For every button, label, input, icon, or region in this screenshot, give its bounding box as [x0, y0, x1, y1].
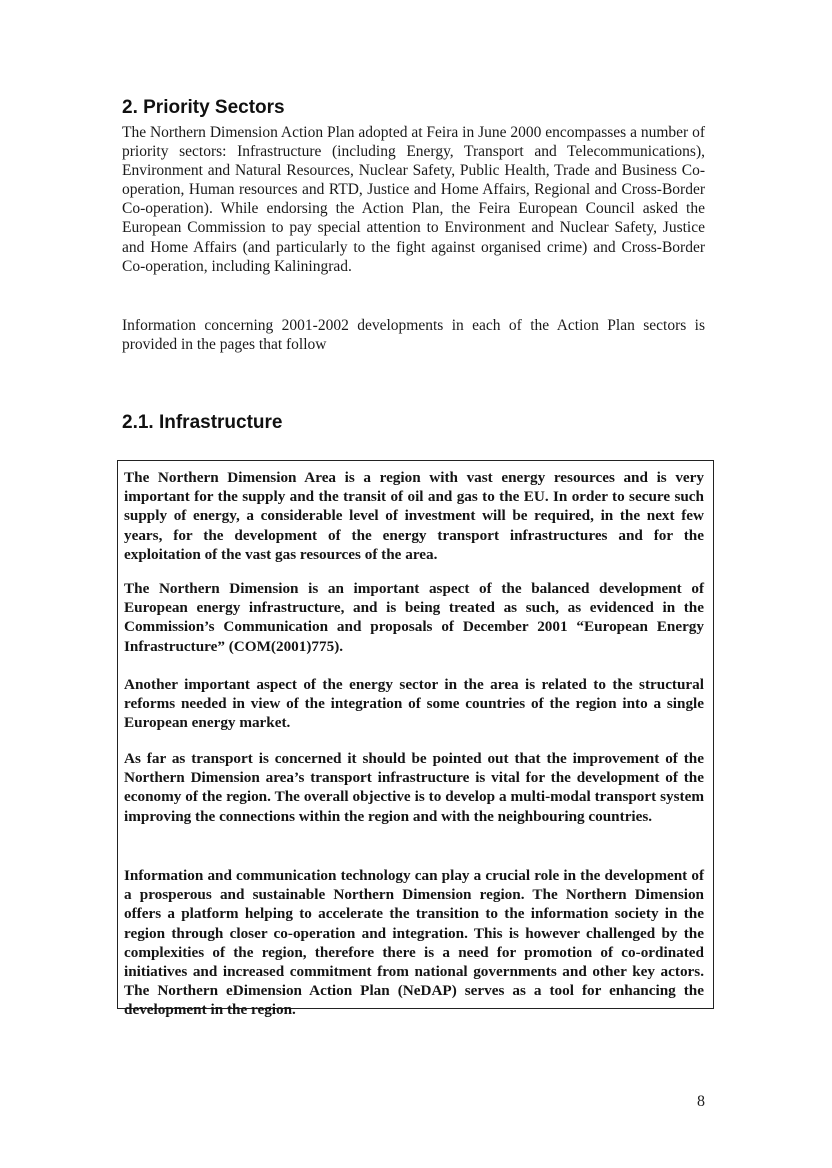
section-paragraph: The Northern Dimension Action Plan adopted at Feira in June 2000 encompasses a number of priority sectors: Infrastructure (including Energy, Transport and Telecommunications), Environment and Natural Resources, Nuclear Safety, Public Health, Trade and Business Co-operation, Human resources and RTD, Justice and Home Affairs, Regional and Cross-Border Co-operation). While endorsing the Action Plan, the Feira European Council asked the European Commission to pay special attention to Environment and Nuclear Safety, Justice and Home Affairs (and particularly to the fight against organised crime) and Cross-Border Co-operation, including Kaliningrad.: [122, 124, 705, 275]
box-paragraph: Another important aspect of the energy sector in the area is related to the structural reforms needed in view of the integration of some countries of the region into a single European energy market.: [124, 676, 704, 732]
box-paragraph: As far as transport is concerned it should be pointed out that the improvement of the Northern Dimension area’s transport infrastructure is vital for the development of the economy of the region. The overall objective is to develop a multi-modal transport system improving the connections within the region and with the neighbouring countries.: [124, 750, 704, 825]
section-paragraph: Information concerning 2001-2002 developments in each of the Action Plan sectors is provided in the pages that follow: [122, 317, 705, 354]
subsection-heading: 2.1. Infrastructure: [122, 412, 283, 433]
box-paragraph: The Northern Dimension Area is a region with vast energy resources and is very important for the supply and the transit of oil and gas to the EU. In order to secure such supply of energy, a considerable level of investment will be required, in the next few years, for the development of the energy transport infrastructures and for the exploitation of the vast gas resources of the area.: [124, 469, 704, 563]
page-number: 8: [697, 1093, 705, 1110]
section-heading: 2. Priority Sectors: [122, 97, 285, 118]
infrastructure-summary-box: [117, 460, 714, 1019]
box-paragraph: Information and communication technology can play a crucial role in the development of a prosperous and sustainable Northern Dimension region. The Northern Dimension offers a platform helping to accelerate the transition to the information society in the region through closer co-operation and integration. This is however challenged by the complexities of the region, therefore there is a need for promotion of co-ordinated initiatives and increased commitment from national governments and other key actors. The Northern eDimension Action Plan (NeDAP) serves as a tool for enhancing the development in the region.: [124, 867, 704, 1019]
box-paragraph: The Northern Dimension is an important aspect of the balanced development of European energy infrastructure, and is being treated as such, as evidenced in the Commission’s Communication and proposals of December 2001 “European Energy Infrastructure” (COM(2001)775).: [124, 580, 704, 655]
